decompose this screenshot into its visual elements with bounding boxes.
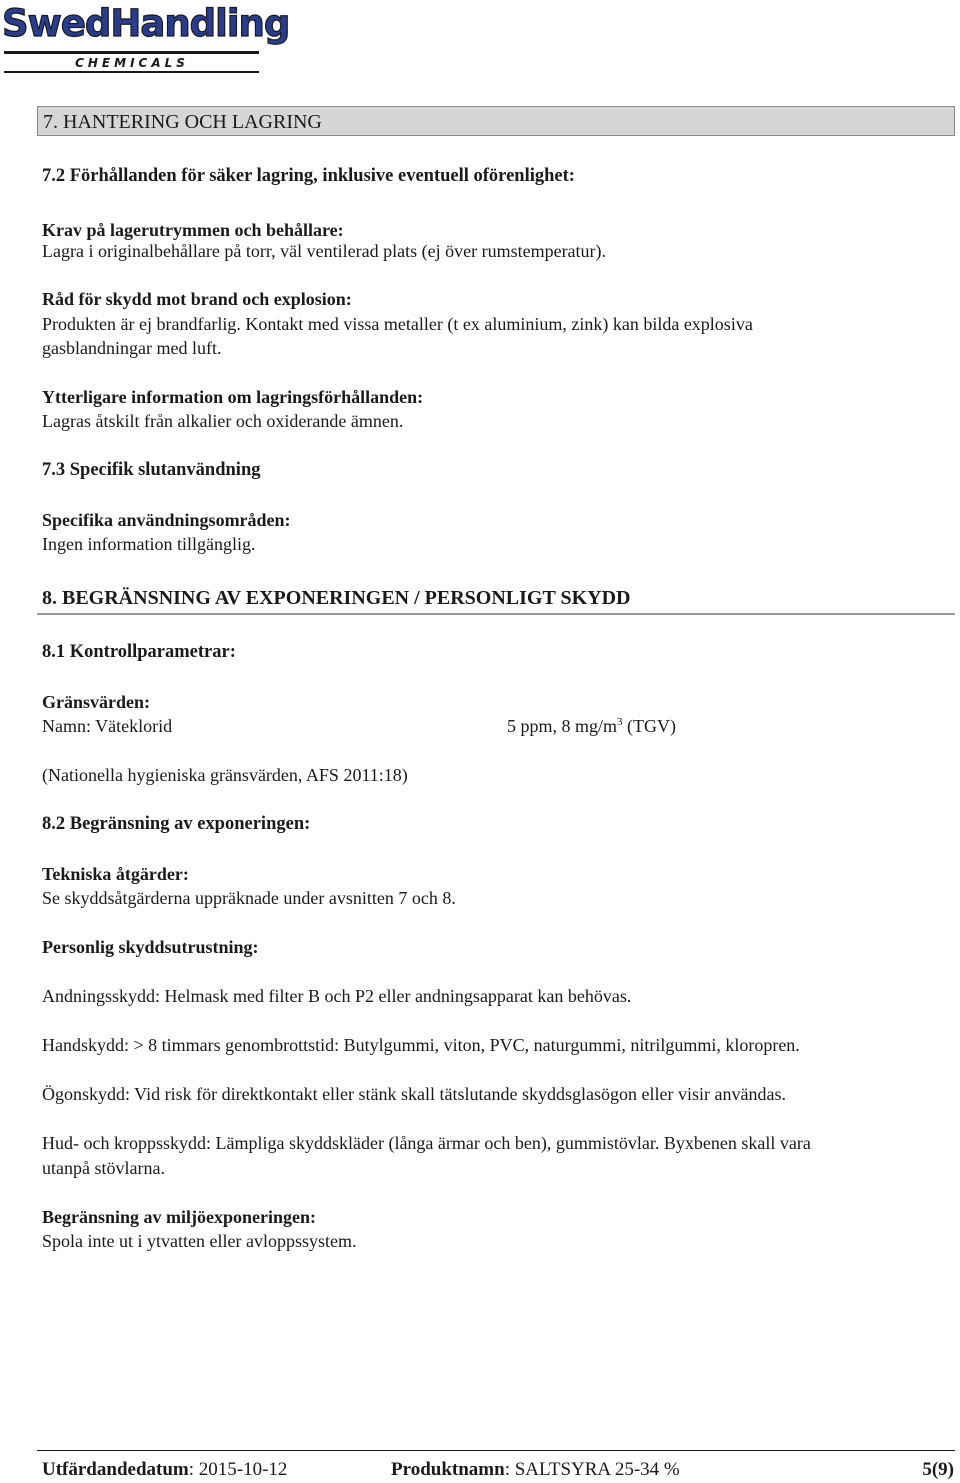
specific-uses-heading: Specifika användningsområden: (42, 510, 291, 530)
substance-name: Namn: Väteklorid (42, 716, 173, 736)
logo-wordmark: SwedHandling (2, 2, 290, 45)
subsection-7-3-heading: 7.3 Specifik slutanvändning (42, 460, 261, 480)
technical-measures-text: Se skyddsåtgärderna uppräknade under avsnitten 7 och 8. (42, 888, 456, 908)
specific-uses-text: Ingen information tillgänglig. (42, 534, 256, 554)
fire-advice-heading: Råd för skydd mot brand och explosion: (42, 289, 352, 309)
logo-rule-bottom (4, 71, 259, 73)
subsection-8-1-heading: 8.1 Kontrollparametrar: (42, 642, 236, 662)
footer-rule (37, 1450, 955, 1451)
limit-value: 5 ppm, 8 $mg/m^3$ (TGV) (507, 716, 676, 736)
section-7-title: 7. HANTERING OCH LAGRING (43, 111, 322, 133)
environmental-exposure-heading: Begränsning av miljöexponeringen: (42, 1207, 317, 1227)
skin-protection-2: utanpå stövlarna. (42, 1158, 165, 1178)
fire-advice-text-1: Produkten är ej brandfarlig. Kontakt med vissa metaller (t ex aluminium, zink) kan bilda explosiva (42, 314, 753, 334)
company-logo (2, 2, 290, 74)
page-footer (42, 1459, 954, 1481)
technical-measures-heading: Tekniska åtgärder: (42, 864, 189, 884)
environmental-exposure-text: Spola inte ut i ytvatten eller avloppssystem. (42, 1231, 357, 1251)
respiratory-protection: Andningsskydd: Helmask med filter B och P2 eller andningsapparat kan behövas. (42, 986, 632, 1006)
extra-storage-text: Lagras åtskilt från alkalier och oxiderande ämnen. (42, 411, 404, 431)
section-7-header (37, 106, 955, 136)
hand-protection: Handskydd: > 8 timmars genombrottstid: Butylgummi, viton, PVC, naturgummi, nitrilgummi, kloropren. (42, 1035, 800, 1055)
storage-requirements-text: Lagra i originalbehållare på torr, väl ventilerad plats (ej över rumstemperatur). (42, 241, 607, 261)
eye-protection: Ögonskydd: Vid risk för direktkontakt eller stänk skall tätslutande skyddsglasögon eller visir användas. (42, 1084, 786, 1104)
national-limits-note: (Nationella hygieniska gränsvärden, AFS 2011:18) (42, 765, 408, 785)
page-number: 5(9) (922, 1459, 954, 1480)
fire-advice-text-2: gasblandningar med luft. (42, 338, 222, 358)
subsection-7-2-heading: 7.2 Förhållanden för säker lagring, inklusive eventuell oförenlighet: (42, 166, 575, 186)
product-name: Produktnamn: SALTSYRA 25-34 % (391, 1459, 680, 1480)
issue-date: Utfärdandedatum: 2015-10-12 (42, 1459, 288, 1480)
logo-rule-top (4, 51, 259, 54)
storage-requirements-heading: Krav på lagerutrymmen och behållare: (42, 220, 344, 240)
skin-protection-1: Hud- och kroppsskydd: Lämpliga skyddskläder (långa ärmar och ben), gummistövlar. Byxbenen skall vara (42, 1133, 811, 1153)
subsection-8-2-heading: 8.2 Begränsning av exponeringen: (42, 814, 311, 834)
extra-storage-heading: Ytterligare information om lagringsförhållanden: (42, 387, 424, 407)
logo-subtitle: CHEMICALS (2, 56, 262, 70)
limit-values-heading: Gränsvärden: (42, 692, 150, 712)
section-8-title: 8. BEGRÄNSNING AV EXPONERINGEN / PERSONLIGT SKYDD (42, 587, 631, 609)
ppe-heading: Personlig skyddsutrustning: (42, 937, 259, 957)
section-8-rule (37, 613, 955, 615)
